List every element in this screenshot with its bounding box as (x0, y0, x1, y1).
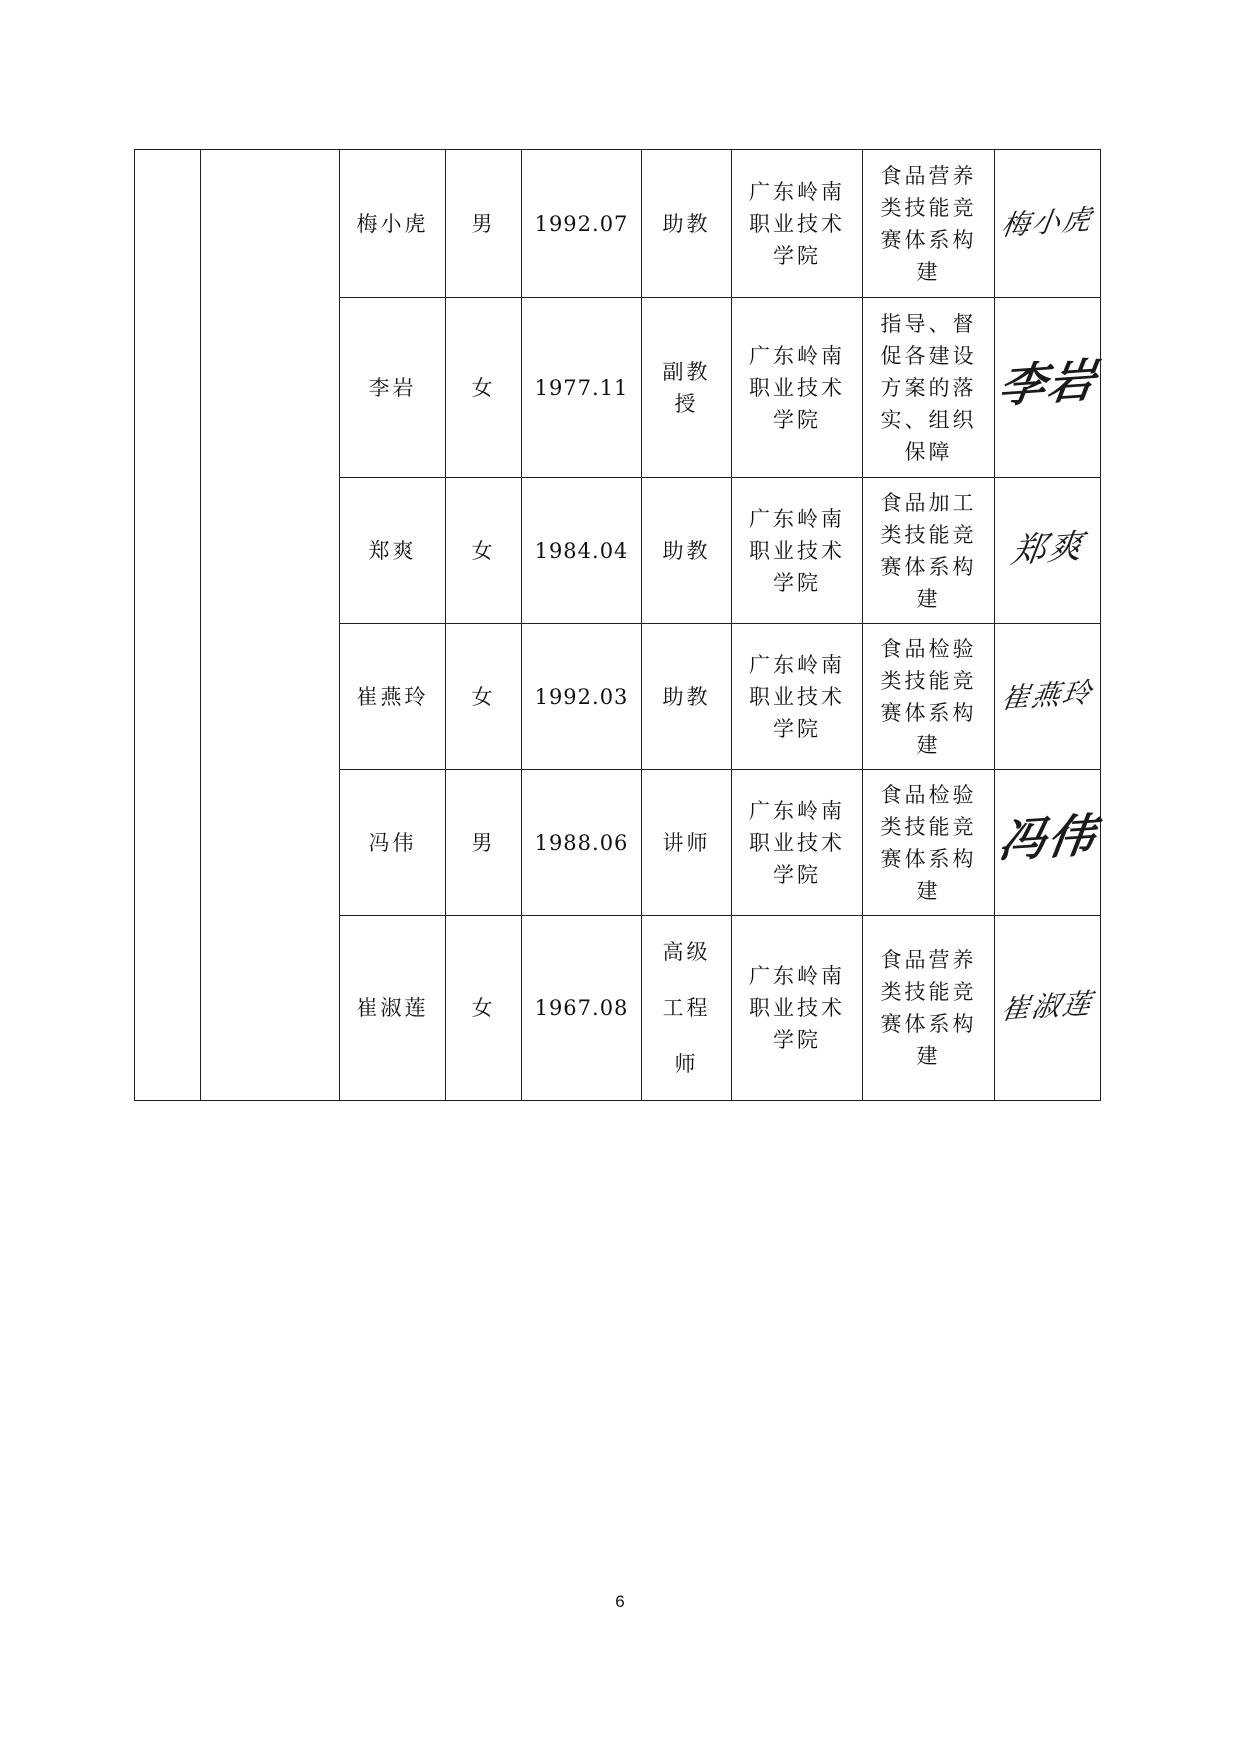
member-duty: 食品检验类技能竞赛体系构建 (863, 770, 995, 916)
handwritten-signature: 冯伟 (995, 807, 1100, 869)
member-name: 崔淑莲 (340, 916, 446, 1101)
member-gender: 男 (446, 150, 522, 298)
member-title: 高级工程师 (642, 916, 732, 1101)
member-name: 崔燕玲 (340, 624, 446, 770)
staff-table (134, 149, 1101, 1101)
handwritten-signature: 崔淑莲 (999, 986, 1096, 1027)
member-signature (995, 478, 1101, 624)
member-gender: 女 (446, 624, 522, 770)
member-unit: 广东岭南职业技术学院 (732, 150, 863, 298)
member-signature (995, 916, 1101, 1101)
member-gender: 女 (446, 478, 522, 624)
member-gender: 女 (446, 298, 522, 478)
member-birth: 1977.11 (522, 298, 642, 478)
table-row (135, 150, 1101, 298)
page-number: 6 (615, 1592, 625, 1611)
member-duty: 食品营养类技能竞赛体系构建 (863, 916, 995, 1101)
handwritten-signature: 崔燕玲 (999, 675, 1096, 715)
member-name: 梅小虎 (340, 150, 446, 298)
member-birth: 1984.04 (522, 478, 642, 624)
member-title: 讲师 (642, 770, 732, 916)
member-birth: 1967.08 (522, 916, 642, 1101)
member-name: 冯伟 (340, 770, 446, 916)
member-name: 郑爽 (340, 478, 446, 624)
member-gender: 男 (446, 770, 522, 916)
blank-column-2 (201, 150, 340, 1101)
handwritten-signature: 郑爽 (1008, 526, 1087, 571)
member-duty: 指导、督促各建设方案的落实、组织保障 (863, 298, 995, 478)
blank-column-1 (135, 150, 201, 1101)
member-gender: 女 (446, 916, 522, 1101)
member-signature (995, 150, 1101, 298)
member-name: 李岩 (340, 298, 446, 478)
member-birth: 1992.03 (522, 624, 642, 770)
member-unit: 广东岭南职业技术学院 (732, 624, 863, 770)
member-title: 助教 (642, 478, 732, 624)
member-birth: 1988.06 (522, 770, 642, 916)
member-signature (995, 770, 1101, 916)
member-duty: 食品检验类技能竞赛体系构建 (863, 624, 995, 770)
member-unit: 广东岭南职业技术学院 (732, 478, 863, 624)
member-duty: 食品营养类技能竞赛体系构建 (863, 150, 995, 298)
handwritten-signature: 梅小虎 (999, 202, 1096, 242)
member-birth: 1992.07 (522, 150, 642, 298)
member-unit: 广东岭南职业技术学院 (732, 298, 863, 478)
member-unit: 广东岭南职业技术学院 (732, 770, 863, 916)
member-title: 助教 (642, 150, 732, 298)
member-signature (995, 624, 1101, 770)
member-unit: 广东岭南职业技术学院 (732, 916, 863, 1101)
member-title: 副教授 (642, 298, 732, 478)
member-signature (995, 298, 1101, 478)
handwritten-signature: 李岩 (995, 352, 1100, 414)
member-duty: 食品加工类技能竞赛体系构建 (863, 478, 995, 624)
member-title: 助教 (642, 624, 732, 770)
